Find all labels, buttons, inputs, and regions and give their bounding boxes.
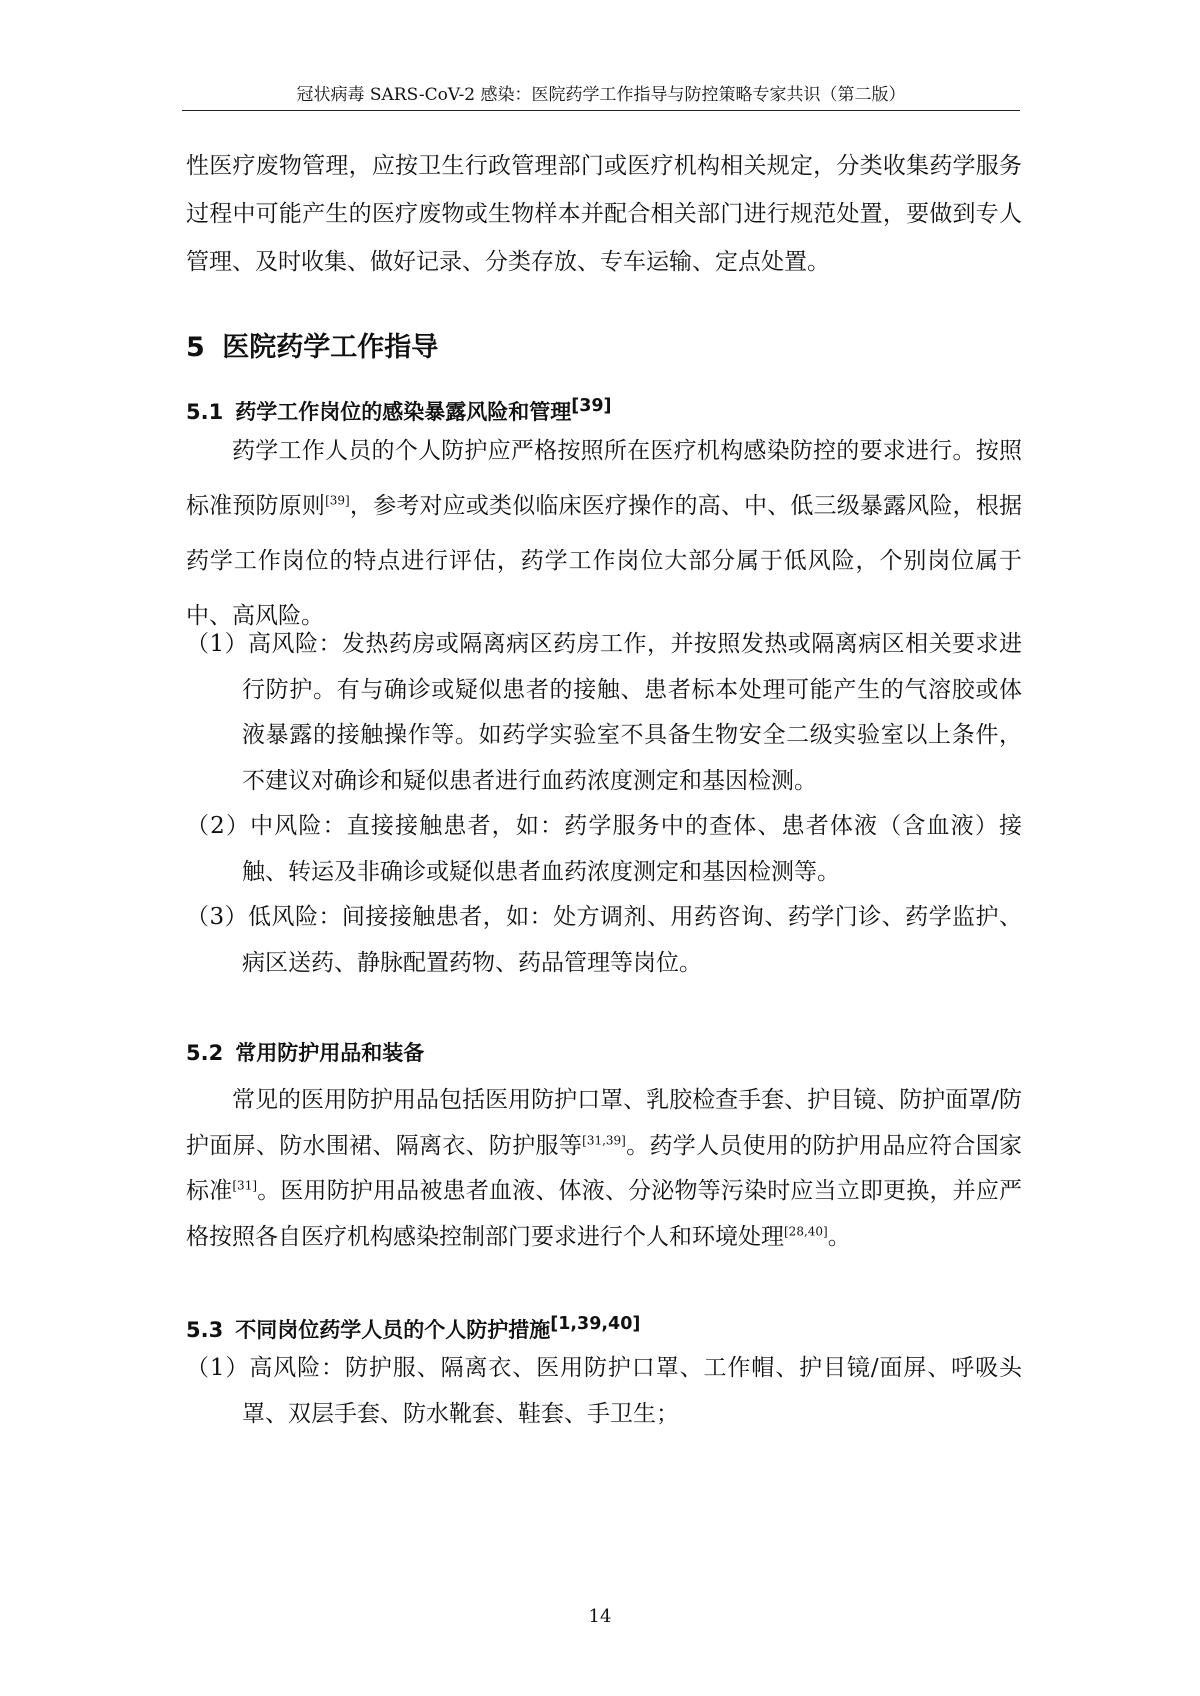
citation: [39]	[571, 396, 612, 416]
citation: [31,39]	[582, 1132, 626, 1147]
paragraph-text: 常见的医用防护用品包括医用防护口罩、乳胶检查手套、护目镜、防护面罩/防护面屏、防水围裙、隔离衣、防护服等	[186, 1087, 1022, 1159]
section-5-number: 5	[186, 332, 205, 363]
section-5-3-title: 不同岗位药学人员的个人防护措施	[235, 1318, 551, 1342]
section-5-2-title: 常用防护用品和装备	[235, 1041, 425, 1065]
citation: [31]	[232, 1178, 258, 1193]
intro-paragraph: 性医疗废物管理，应按卫生行政管理部门或医疗机构相关规定，分类收集药学服务过程中可能产生的医疗废物或生物样本并配合相关部门进行规范处置，要做到专人管理、及时收集、做好记录、分类存放、专车运输、定点处置。	[186, 153, 1022, 275]
paragraph-text: 。	[827, 1223, 851, 1250]
section-5-1-paragraph	[186, 424, 1022, 644]
section-5-2-paragraph	[186, 1078, 1022, 1260]
paragraph-text: ，参考对应或类似临床医疗操作的高、中、低三级暴露风险，根据药学工作岗位的特点进行评估，药学工作岗位大部分属于低风险，个别岗位属于中、高风险。	[186, 493, 1023, 629]
citation: [28,40]	[784, 1223, 828, 1238]
risk-item-medium: （2）中风险：直接接触患者，如：药学服务中的查体、患者体液（含血液）接触、转运及非确诊或疑似患者血药浓度测定和基因检测等。	[186, 813, 1022, 885]
section-5-3-heading	[186, 1308, 640, 1346]
header-rule	[182, 110, 1020, 111]
citation: [1,39,40]	[550, 1314, 641, 1334]
risk-item-high: （1）高风险：发热药房或隔离病区药房工作，并按照发热或隔离病区相关要求进行防护。有与确诊或疑似患者的接触、患者标本处理可能产生的气溶胶或体液暴露的接触操作等。如药学实验室不具备生物安全二级实验室以上条件，不建议对确诊和疑似患者进行血药浓度测定和基因检测。	[186, 631, 1022, 794]
section-5-2-number: 5.2	[186, 1041, 224, 1065]
section-5-2-heading	[186, 1037, 424, 1069]
protection-item-high: （1）高风险：防护服、隔离衣、医用防护口罩、工作帽、护目镜/面屏、呼吸头罩、双层手套、防水靴套、鞋套、手卫生；	[186, 1355, 1022, 1427]
running-header: 冠状病毒 SARS-CoV-2 感染：医院药学工作指导与防控策略专家共识（第二版）	[296, 85, 906, 105]
paragraph-text: 。药学人员使用的防护用品应符合国家标准	[186, 1132, 1023, 1204]
section-5-heading	[186, 330, 438, 366]
paragraph-text: 。医用防护用品被患者血液、体液、分泌物等污染时应当立即更换，并应严格按照各自医疗机构感染控制部门要求进行个人和环境处理	[186, 1178, 1023, 1250]
page-number: 14	[588, 1606, 612, 1627]
citation: [39]	[325, 493, 350, 508]
section-5-1-title: 药学工作岗位的感染暴露风险和管理	[235, 400, 572, 424]
section-5-3-number: 5.3	[186, 1318, 224, 1342]
section-5-title: 医院药学工作指导	[222, 332, 439, 363]
section-5-1-heading	[186, 390, 612, 428]
risk-item-low: （3）低风险：间接接触患者，如：处方调剂、用药咨询、药学门诊、药学监护、病区送药、静脉配置药物、药品管理等岗位。	[186, 904, 1022, 976]
section-5-1-number: 5.1	[186, 400, 224, 424]
paragraph-text: 药学工作人员的个人防护应严格按照所在医疗机构感染防控的要求进行。按照标准预防原则	[186, 438, 1022, 519]
